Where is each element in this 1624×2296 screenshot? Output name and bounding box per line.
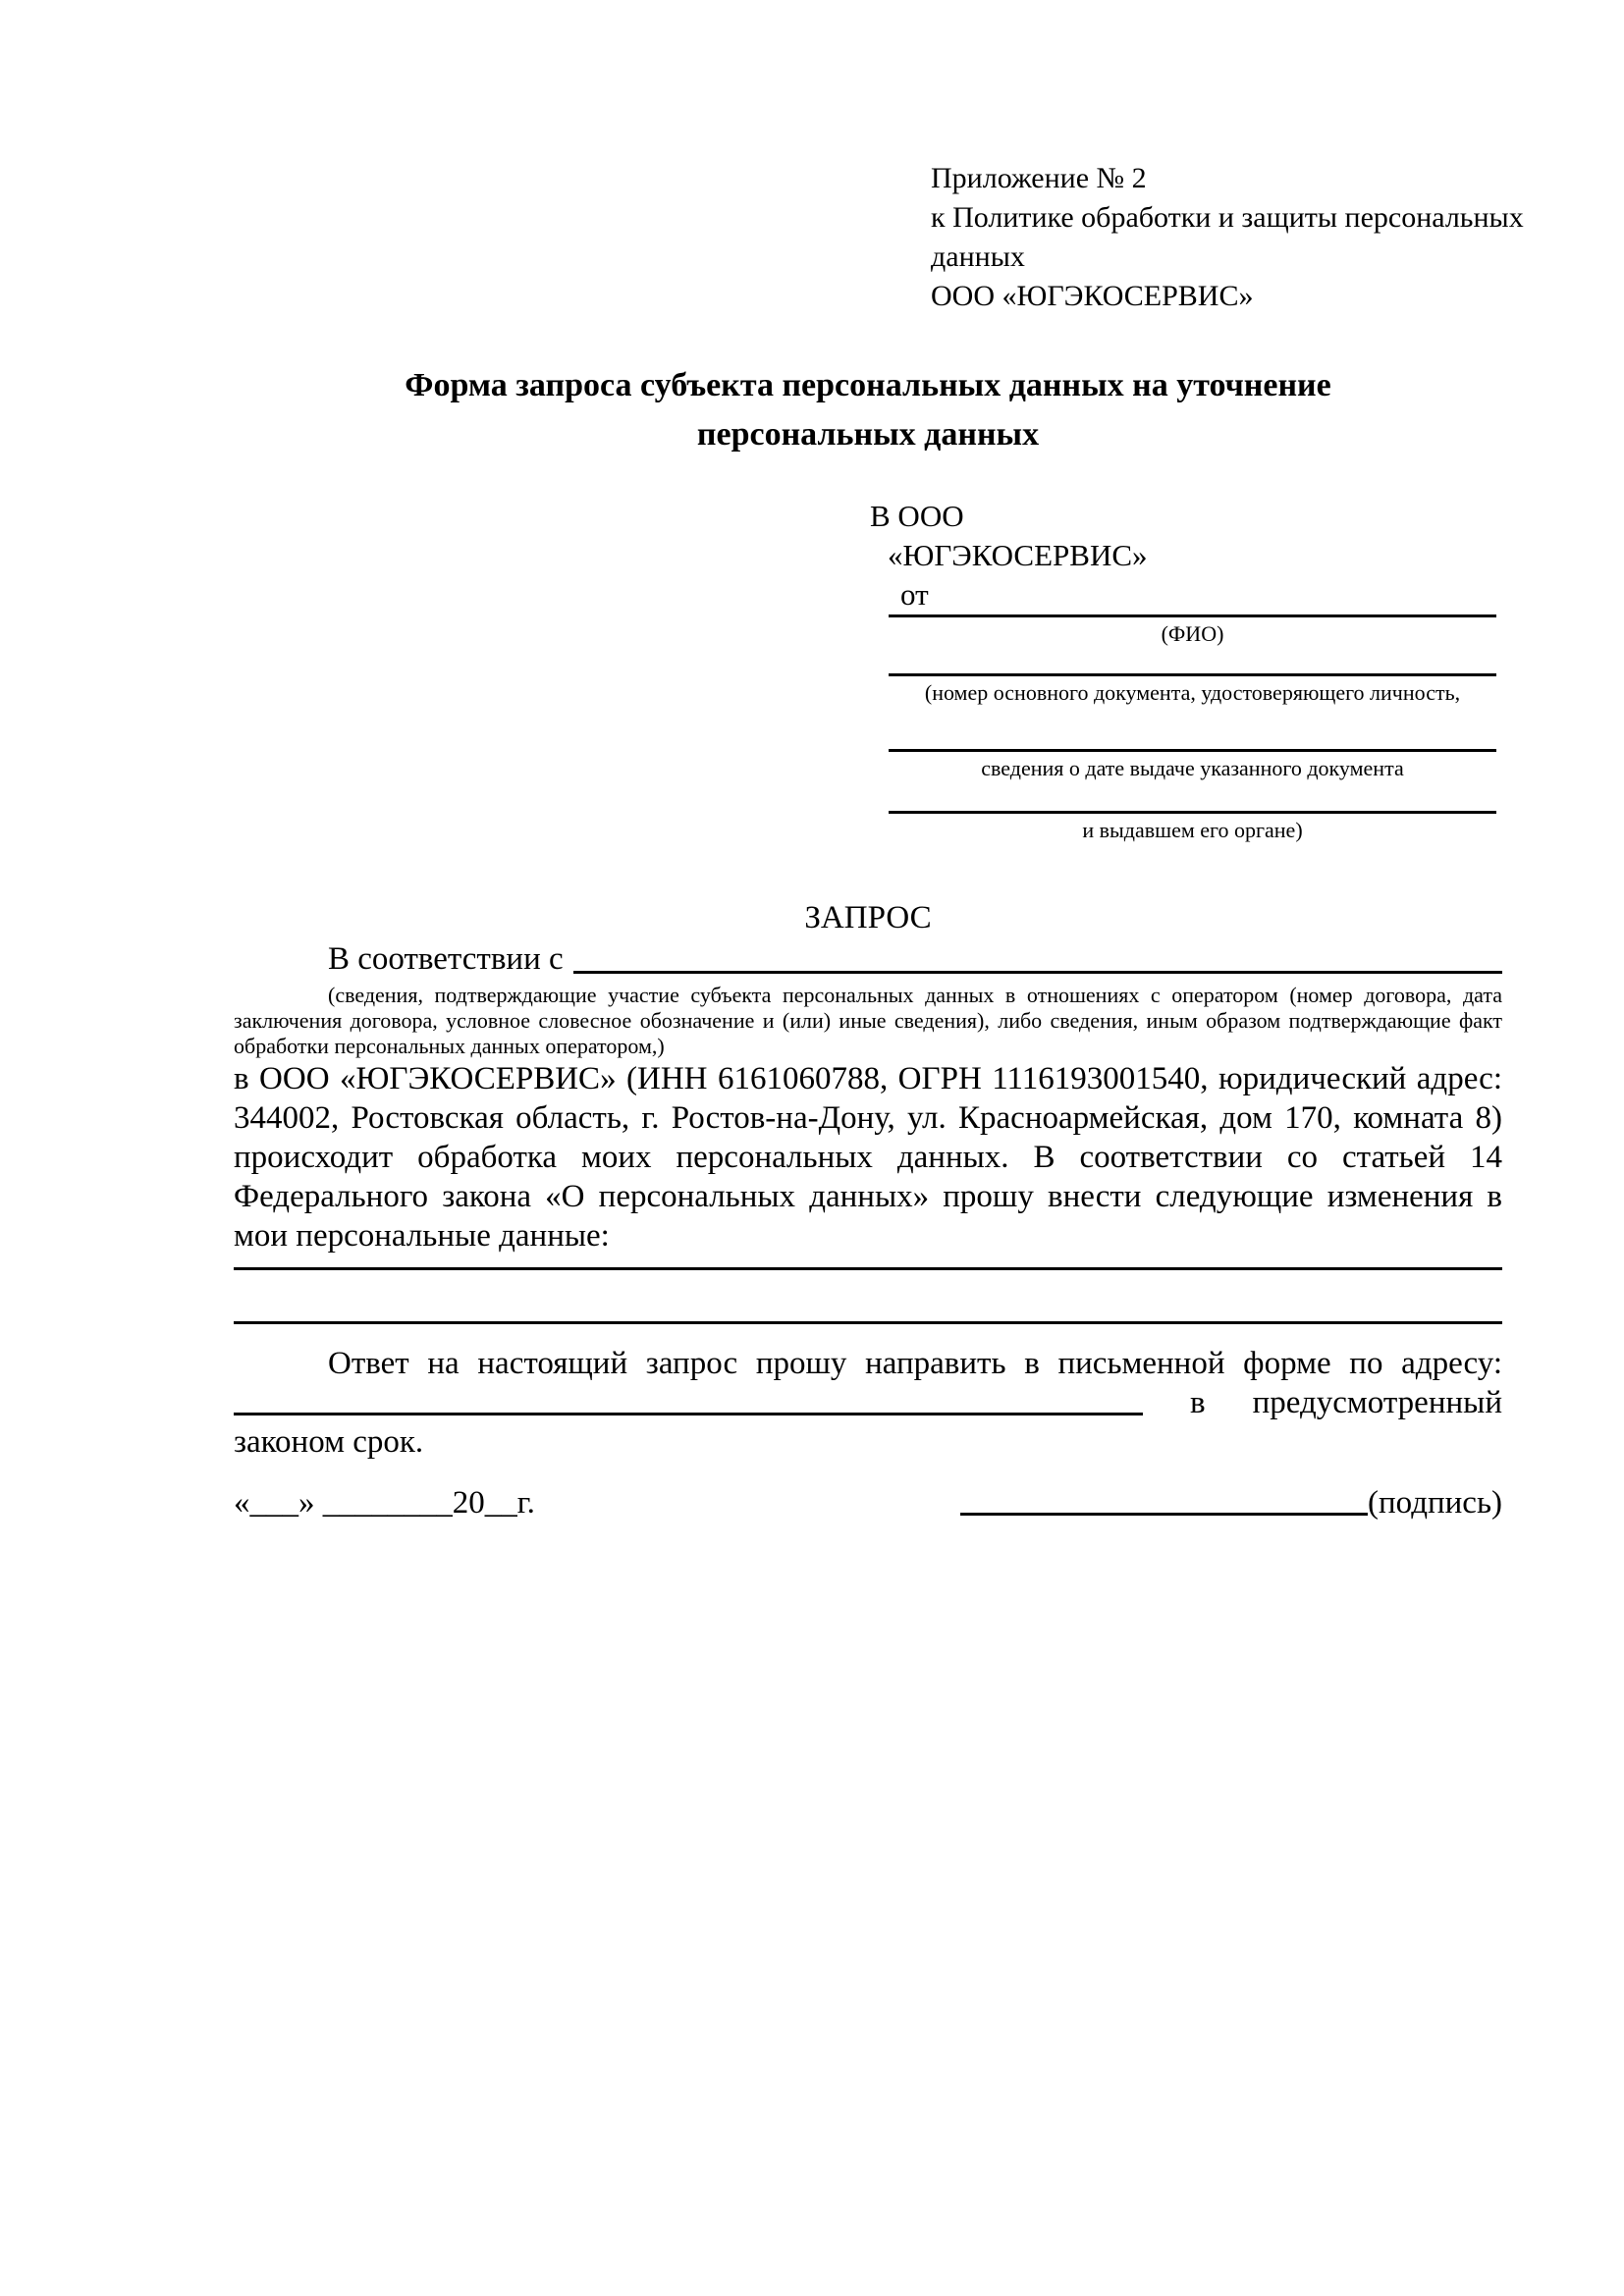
- signature-blank-line[interactable]: [960, 1513, 1368, 1516]
- recipient-org-line1: В ООО: [870, 499, 964, 533]
- accordance-prefix: В соответствии с: [328, 941, 564, 977]
- address-blank-line[interactable]: [234, 1413, 1143, 1415]
- document-title-line: персональных данных: [696, 416, 1040, 453]
- answer-paragraph-line1: Ответ на настоящий запрос прошу направить в письменной форме по адресу:: [328, 1346, 1502, 1381]
- recipient-org-line2: «ЮГЭКОСЕРВИС»: [888, 538, 1148, 572]
- document-title: [234, 361, 1502, 459]
- document-title-line: Форма запроса субъекта персональных данных на уточнение: [405, 367, 1331, 403]
- from-label: от: [900, 577, 929, 612]
- issue-date-blank-line[interactable]: [889, 749, 1496, 752]
- recipient-block: [870, 497, 1502, 843]
- annex-line: ООО «ЮГЭКОСЕРВИС»: [931, 280, 1254, 312]
- answer-paragraph-line2: [234, 1383, 1502, 1422]
- answer-word-v: в: [1190, 1385, 1206, 1420]
- annex-header: [931, 159, 1524, 316]
- document-number-caption: (номер основного документа, удостоверяющего личность,: [924, 680, 1461, 705]
- fio-caption: (ФИО): [1161, 621, 1224, 646]
- annex-line: данных: [931, 240, 1025, 273]
- request-heading: ЗАПРОС: [804, 900, 932, 935]
- answer-word-predusmotrennyj: предусмотренный: [1252, 1385, 1502, 1420]
- annex-line: Приложение № 2: [931, 162, 1147, 194]
- fio-blank-line[interactable]: [889, 614, 1496, 617]
- issue-date-caption: сведения о дате выдаче указанного документа: [981, 756, 1404, 780]
- signature-group: [960, 1483, 1502, 1522]
- date-blank[interactable]: «___» ________20__г.: [234, 1485, 535, 1521]
- issuing-authority-caption: и выдавшем его органе): [1082, 818, 1303, 842]
- issuing-authority-blank-line[interactable]: [889, 811, 1496, 814]
- document-number-blank-line[interactable]: [889, 673, 1496, 676]
- accordance-row: [234, 937, 1502, 981]
- answer-paragraph-line3: законом срок.: [234, 1424, 424, 1460]
- signature-caption: (подпись): [1368, 1485, 1502, 1521]
- accordance-fine-print: (сведения, подтверждающие участие субъекта персональных данных в отношениях с оператором (номер договора, дата заключения договора, условное словесное обозначение и (или) иные сведения), либо сведения, иным образом подтверждающие факт обработки персональных данных оператором,): [234, 983, 1502, 1058]
- annex-line: к Политике обработки и защиты персональных: [931, 201, 1524, 234]
- changes-blank-line-2[interactable]: [234, 1321, 1502, 1324]
- date-signature-row: [234, 1483, 1502, 1522]
- accordance-blank-line[interactable]: [573, 937, 1502, 974]
- changes-blank-line-1[interactable]: [234, 1267, 1502, 1270]
- request-body-paragraph: в ООО «ЮГЭКОСЕРВИС» (ИНН 6161060788, ОГРН 1116193001540, юридический адрес: 344002, Ростовская область, г. Ростов-на-Дону, ул. Красноармейская, дом 170, комната 8) происходит обработка моих персональных данных. В соответствии со статьей 14 Федерального закона «О персональных данных» прошу внести следующие изменения в мои персональные данные:: [234, 1061, 1502, 1254]
